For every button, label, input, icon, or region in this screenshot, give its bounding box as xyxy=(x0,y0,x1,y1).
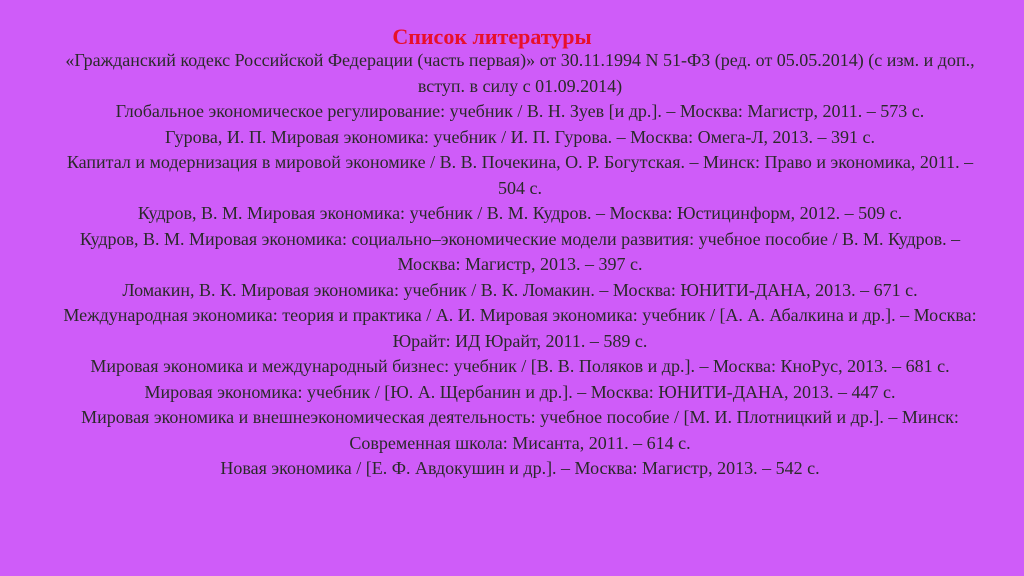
reference-item: Мировая экономика и внешнеэкономическая деятельность: учебное пособие / [М. И. Плотницкий и др.]. – Минск: Современная школа: Мисанта, 2011. – 614 с. xyxy=(81,407,959,453)
reference-item: «Гражданский кодекс Российской Федерации (часть первая)» от 30.11.1994 N 51-ФЗ (ред. от 05.05.2014) (с изм. и доп., вступ. в силу с 01.09.2014) xyxy=(65,50,975,96)
reference-item: Ломакин, В. К. Мировая экономика: учебник / В. К. Ломакин. – Москва: ЮНИТИ-ДАНА, 2013. – 671 с. xyxy=(122,279,918,300)
reference-item: Мировая экономика и международный бизнес: учебник / [В. В. Поляков и др.]. – Москва: КноРус, 2013. – 681 с. xyxy=(90,356,950,376)
reference-item: Гурова, И. П. Мировая экономика: учебник / И. П. Гурова. – Москва: Омега-Л, 2013. – 391 с. xyxy=(164,126,876,147)
reference-item: Новая экономика / [Е. Ф. Авдокушин и др.]. – Москва: Магистр, 2013. – 542 с. xyxy=(220,458,820,478)
reference-item: Глобальное экономическое регулирование: учебник / В. Н. Зуев [и др.]. – Москва: Магистр, 2011. – 573 с. xyxy=(115,101,925,121)
reference-item: Мировая экономика: учебник / [Ю. А. Щербанин и др.]. – Москва: ЮНИТИ-ДАНА, 2013. – 447 с. xyxy=(144,381,896,402)
slide-title: Список литературы xyxy=(392,24,592,49)
reference-item: Кудров, В. М. Мировая экономика: социально–экономические модели развития: учебное пособие / В. М. Кудров. – Москва: Магистр, 2013. – 397 с. xyxy=(79,228,961,274)
reference-item: Кудров, В. М. Мировая экономика: учебник / В. М. Кудров. – Москва: Юстицинформ, 2012. – 509 с. xyxy=(137,203,903,223)
reference-item: Капитал и модернизация в мировой экономике / В. В. Почекина, О. Р. Богутская. – Минск: Право и экономика, 2011. – 504 с. xyxy=(66,152,974,198)
reference-item: Международная экономика: теория и практика / А. И. Мировая экономика: учебник / [А. А. Абалкина и др.]. – Москва: Юрайт: ИД Юрайт, 2011. – 589 с. xyxy=(63,305,977,351)
reference-list xyxy=(52,48,988,482)
